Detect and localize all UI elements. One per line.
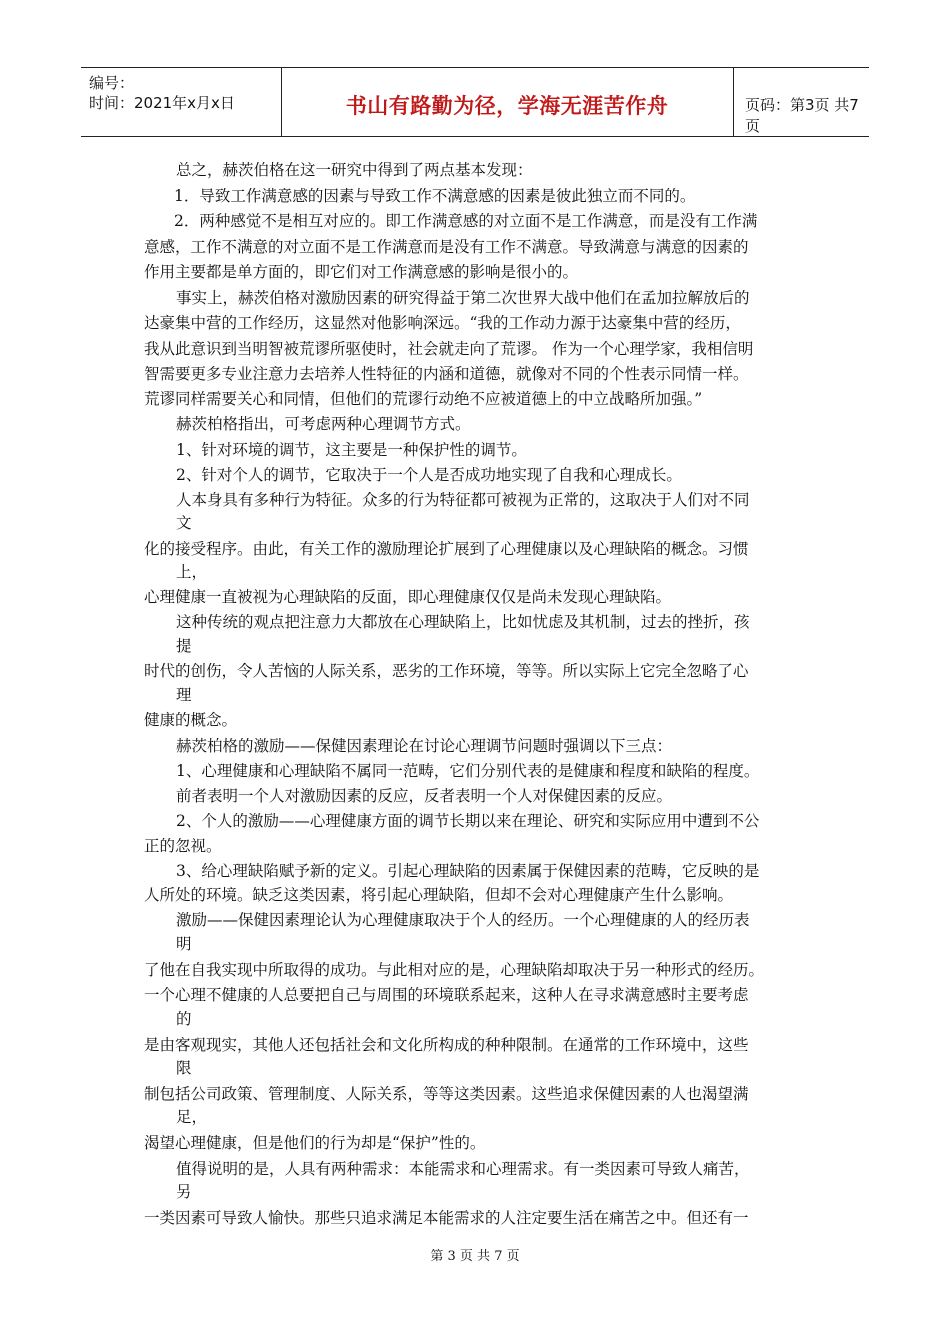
body-line: 健康的概念。 [144,711,238,729]
body-line: 化的接受程序。由此，有关工作的激励理论扩展到了心理健康以及心理缺陷的概念。习惯 [144,540,749,558]
body-line: 达豪集中营的工作经历，这显然对他影响深远。“我的工作动力源于达豪集中营的经历， [144,314,741,332]
body-line: 赫茨柏格指出，可考虑两种心理调节方式。 [176,415,471,433]
body-line: 另 [176,1183,192,1201]
body-line: 3、给心理缺陷赋予新的定义。引起心理缺陷的因素属于保健因素的范畴，它反映的是 [176,862,760,880]
body-line: 渴望心理健康，但是他们的行为却是“保护”性的。 [144,1134,486,1152]
body-line: 人本身具有多种行为特征。众多的行为特征都可被视为正常的，这取决于人们对不同 [176,491,750,509]
body-line: 1．导致工作满意感的因素与导致工作不满意感的因素是彼此独立而不同的。 [174,187,696,205]
body-line: 明 [176,935,192,953]
body-line: 2．两种感觉不是相互对应的。即工作满意感的对立面不是工作满意，而是没有工作满 [174,212,758,230]
header-motto: 书山有路勤为径，学海无涯苦作舟 [345,94,669,118]
document-date: 时间：2021年x月x日 [89,94,235,112]
body-line: 限 [176,1059,192,1077]
body-line: 1、针对环境的调节，这主要是一种保护性的调节。 [176,441,527,459]
page-footer: 第 3 页 共 7 页 [430,1249,520,1264]
body-line: 总之，赫茨伯格在这一研究中得到了两点基本发现： [176,161,533,179]
body-line: 心理健康一直被视为心理缺陷的反面，即心理健康仅仅是尚未发现心理缺陷。 [144,588,672,606]
body-line: 激励——保健因素理论认为心理健康取决于个人的经历。一个心理健康的人的经历表 [176,911,750,929]
body-line: 文 [176,514,192,532]
body-line: 足， [176,1108,208,1126]
body-line: 智需要更多专业注意力去培养人性特征的内涵和道德，就像对不同的个性表示同情一样。 [144,365,749,383]
body-line: 了他在自我实现中所取得的成功。与此相对应的是，心理缺陷却取决于另一种形式的经历。 [144,961,765,979]
body-line: 的 [176,1010,192,1028]
body-line: 人所处的环境。缺乏这类因素，将引起心理缺陷，但却不会对心理健康产生什么影响。 [144,886,734,904]
body-line: 赫茨柏格的激励——保健因素理论在讨论心理调节问题时强调以下三点： [176,737,673,755]
body-line: 前者表明一个人对激励因素的反应，反者表明一个人对保健因素的反应。 [176,787,673,805]
body-line: 提 [176,637,192,655]
body-line: 理 [176,686,192,704]
body-line: 制包括公司政策、管理制度、人际关系，等等这类因素。这些追求保健因素的人也渴望满 [144,1085,749,1103]
body-line: 我从此意识到当明智被荒谬所驱使时，社会就走向了荒谬。 作为一个心理学家，我相信明 [144,340,754,358]
header-meta-cell [81,68,282,136]
body-line: 值得说明的是，人具有两种需求：本能需求和心理需求。有一类因素可导致人痛苦， [176,1160,750,1178]
body-line: 正的忽视。 [144,837,222,855]
body-line: 上， [176,563,208,581]
body-line: 荒谬同样需要关心和同情，但他们的荒谬行动绝不应被道德上的中立战略所加强。” [144,390,703,408]
header-motto-cell [281,68,734,136]
body-line: 2、个人的激励——心理健康方面的调节长期以来在理论、研究和实际应用中遭到不公 [176,812,760,830]
body-line: 一类因素可导致人愉快。那些只追求满足本能需求的人注定要生活在痛苦之中。但还有一 [144,1209,749,1227]
body-line: 作用主要都是单方面的，即它们对工作满意感的影响是很小的。 [144,263,579,281]
body-line: 这种传统的观点把注意力大都放在心理缺陷上，比如忧虑及其机制，过去的挫折，孩 [176,613,750,631]
body-line: 2、针对个人的调节，它取决于一个人是否成功地实现了自我和心理成长。 [176,466,682,484]
header-page-cell [733,68,869,136]
body-line: 时代的创伤，令人苦恼的人际关系，恶劣的工作环境，等等。所以实际上它完全忽略了心 [144,662,749,680]
header-page-info: 页码：第3页 共7页 [745,96,859,135]
document-number-label: 编号： [89,74,135,92]
body-line: 1、心理健康和心理缺陷不属同一范畴，它们分别代表的是健康和程度和缺陷的程度。 [176,762,760,780]
body-line: 一个心理不健康的人总要把自己与周围的环境联系起来，这种人在寻求满意感时主要考虑 [144,986,749,1004]
body-line: 事实上，赫茨伯格对激励因素的研究得益于第二次世界大战中他们在孟加拉解放后的 [176,289,750,307]
body-line: 意感，工作不满意的对立面不是工作满意而是没有工作不满意。导致满意与满意的因素的 [144,238,749,256]
body-line: 是由客观现实，其他人还包括社会和文化所构成的种种限制。在通常的工作环境中，这些 [144,1036,749,1054]
page-header [81,67,869,137]
